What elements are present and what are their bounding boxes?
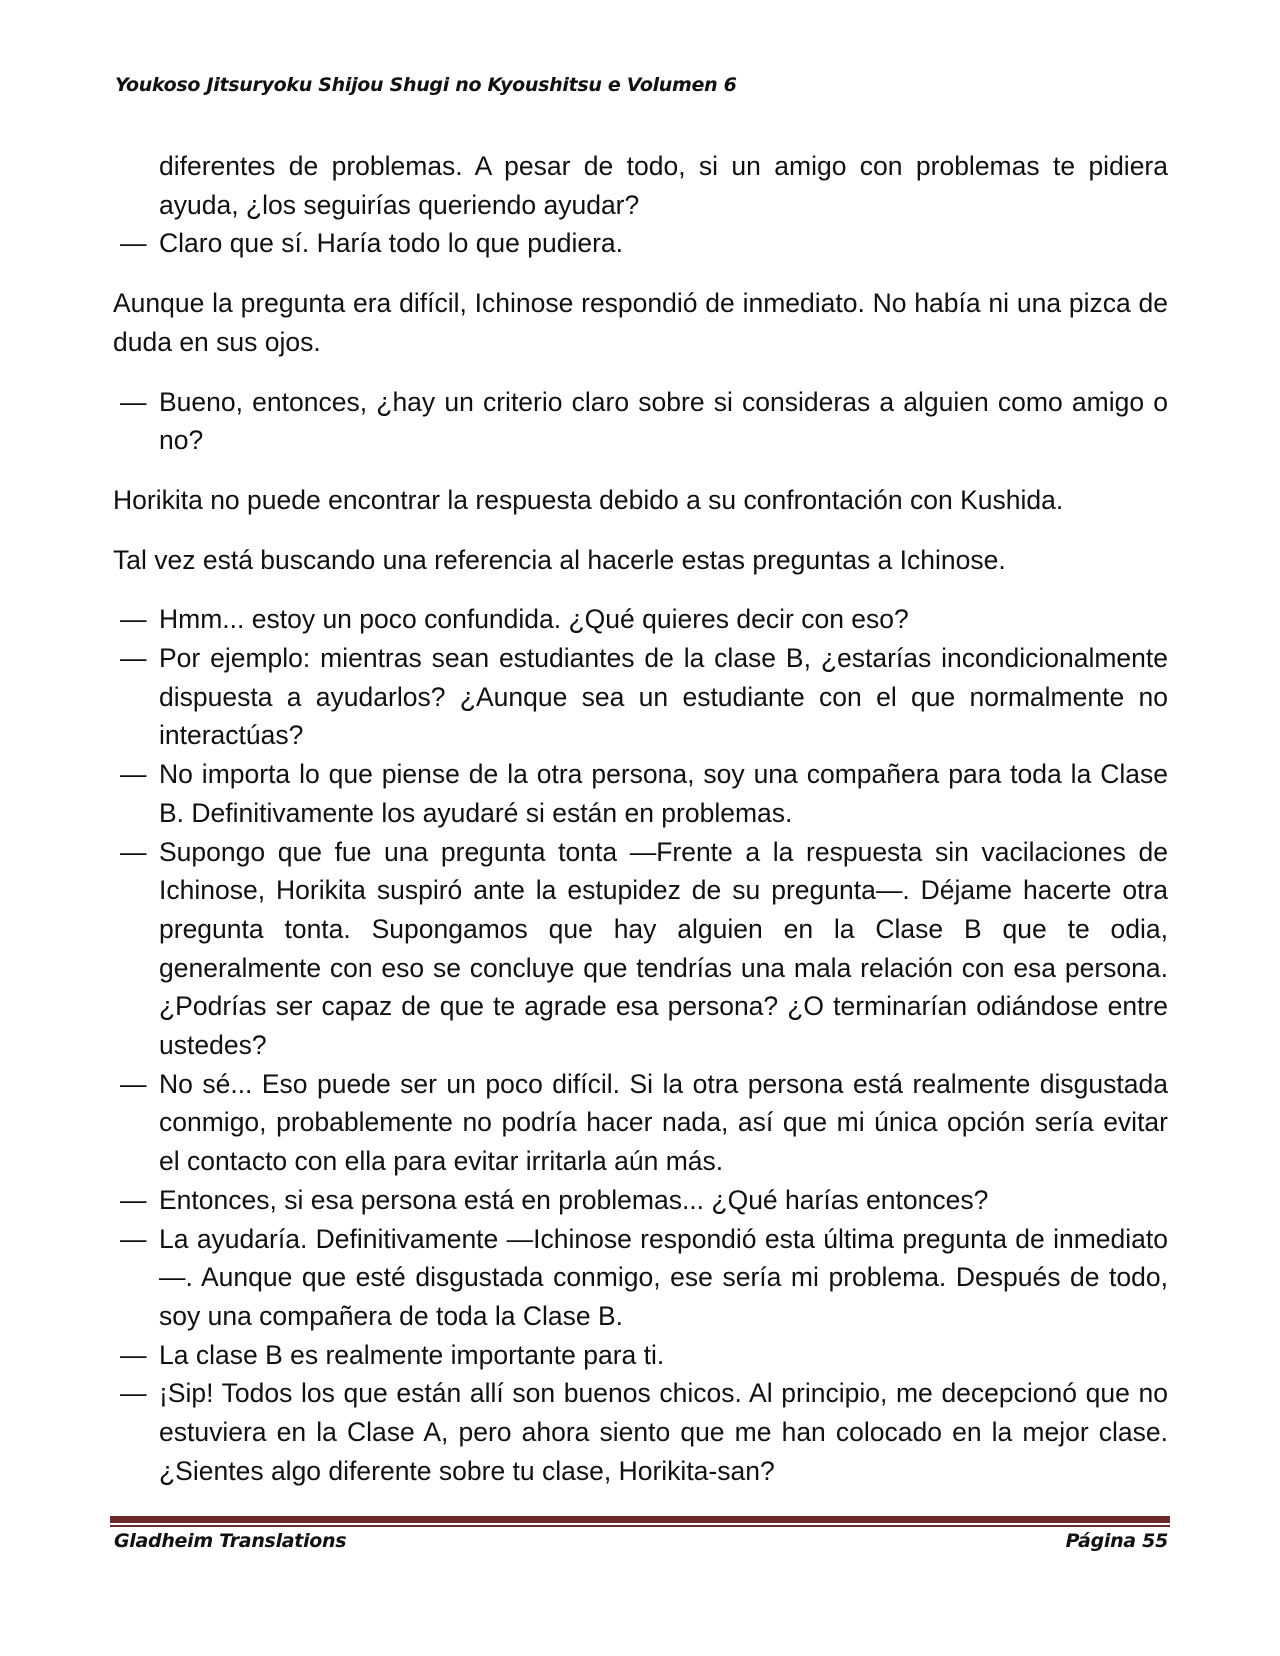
dialogue-line bbox=[113, 1065, 1168, 1181]
dialogue-text: Hmm... estoy un poco confundida. ¿Qué quieres decir con eso? bbox=[159, 604, 909, 635]
dialogue-text: diferentes de problemas. A pesar de todo, si un amigo con problemas te pidiera ayuda, ¿los seguirías queriendo ayudar? bbox=[159, 151, 1168, 220]
dialogue-text: Entonces, si esa persona está en problemas... ¿Qué harías entonces? bbox=[159, 1184, 989, 1215]
dialogue-group bbox=[113, 383, 1168, 460]
dialogue-text: Supongo que fue una pregunta tonta —Frente a la respuesta sin vacilaciones de Ichinose, Horikita suspiró ante la estupidez de su pregunta—. Déjame hacerte otra pregunta tonta. Supongamos que hay alguien en la Clase B que te odia, generalmente con eso se concluye que tendrías una mala relación con esa persona. ¿Podrías ser capaz de que te agrade esa persona? ¿O terminarían odiándose entre ustedes? bbox=[159, 836, 1168, 1061]
dialogue-group bbox=[113, 147, 1168, 263]
footer-credit: Gladheim Translations bbox=[114, 1530, 347, 1552]
em-dash: — bbox=[120, 759, 147, 790]
em-dash: — bbox=[120, 1184, 147, 1215]
narration-paragraph: Aunque la pregunta era difícil, Ichinose respondió de inmediato. No había ni una pizca de duda en sus ojos. bbox=[113, 288, 1168, 357]
footer-rule bbox=[110, 1516, 1170, 1527]
dialogue-text: ¡Sip! Todos los que están allí son buenos chicos. Al principio, me decepcionó que no estuviera en la Clase A, pero ahora siento que me han colocado en la mejor clase. ¿Sientes algo diferente sobre tu clase, Horikita-san? bbox=[159, 1378, 1168, 1486]
dialogue-group bbox=[113, 600, 1168, 1490]
dialogue-text: La clase B es realmente importante para ti. bbox=[159, 1339, 665, 1370]
em-dash: — bbox=[120, 1339, 147, 1370]
em-dash: — bbox=[120, 1223, 147, 1254]
dialogue-line bbox=[113, 755, 1168, 832]
narration-paragraph: Horikita no puede encontrar la respuesta debido a su confrontación con Kushida. bbox=[113, 484, 1064, 515]
narration-paragraph: Tal vez está buscando una referencia al hacerle estas preguntas a Ichinose. bbox=[113, 544, 1006, 575]
dialogue-text: Claro que sí. Haría todo lo que pudiera. bbox=[159, 228, 624, 259]
page-number: Página 55 bbox=[1065, 1530, 1168, 1552]
dialogue-text: No importa lo que piense de la otra persona, soy una compañera para toda la Clase B. Definitivamente los ayudaré si están en problemas. bbox=[159, 759, 1168, 828]
em-dash bbox=[113, 147, 159, 224]
em-dash: — bbox=[120, 386, 147, 417]
dialogue-line bbox=[113, 147, 1168, 224]
dialogue-line bbox=[113, 1336, 1168, 1375]
em-dash: — bbox=[120, 836, 147, 867]
footer-rule-thick bbox=[110, 1516, 1170, 1523]
em-dash: — bbox=[120, 1068, 147, 1099]
dialogue-text: La ayudaría. Definitivamente —Ichinose respondió esta última pregunta de inmediato—. Aunque que esté disgustada conmigo, ese sería mi problema. Después de todo, soy una compañera de toda la Clase B. bbox=[159, 1223, 1168, 1331]
page-body bbox=[113, 147, 1168, 1512]
dialogue-text: Por ejemplo: mientras sean estudiantes de la clase B, ¿estarías incondicionalmente dispuesta a ayudarlos? ¿Aunque sea un estudiante con el que normalmente no interactúas? bbox=[159, 643, 1168, 751]
dialogue-line bbox=[113, 639, 1168, 755]
em-dash: — bbox=[120, 604, 147, 635]
dialogue-line bbox=[113, 224, 1168, 263]
dialogue-line bbox=[113, 383, 1168, 460]
running-header: Youkoso Jitsuryoku Shijou Shugi no Kyoushitsu e Volumen 6 bbox=[115, 74, 737, 96]
dialogue-line bbox=[113, 600, 1168, 639]
footer-rule-thin bbox=[110, 1525, 1170, 1527]
dialogue-text: Bueno, entonces, ¿hay un criterio claro sobre si consideras a alguien como amigo o no? bbox=[159, 386, 1168, 456]
dialogue-line bbox=[113, 1181, 1168, 1220]
em-dash: — bbox=[120, 228, 147, 259]
dialogue-text: No sé... Eso puede ser un poco difícil. Si la otra persona está realmente disgustada conmigo, probablemente no podría hacer nada, así que mi única opción sería evitar el contacto con ella para evitar irritarla aún más. bbox=[159, 1068, 1168, 1177]
em-dash: — bbox=[120, 643, 147, 674]
dialogue-line bbox=[113, 1374, 1168, 1490]
dialogue-line bbox=[113, 1220, 1168, 1336]
em-dash: — bbox=[120, 1378, 147, 1409]
dialogue-line bbox=[113, 833, 1168, 1065]
